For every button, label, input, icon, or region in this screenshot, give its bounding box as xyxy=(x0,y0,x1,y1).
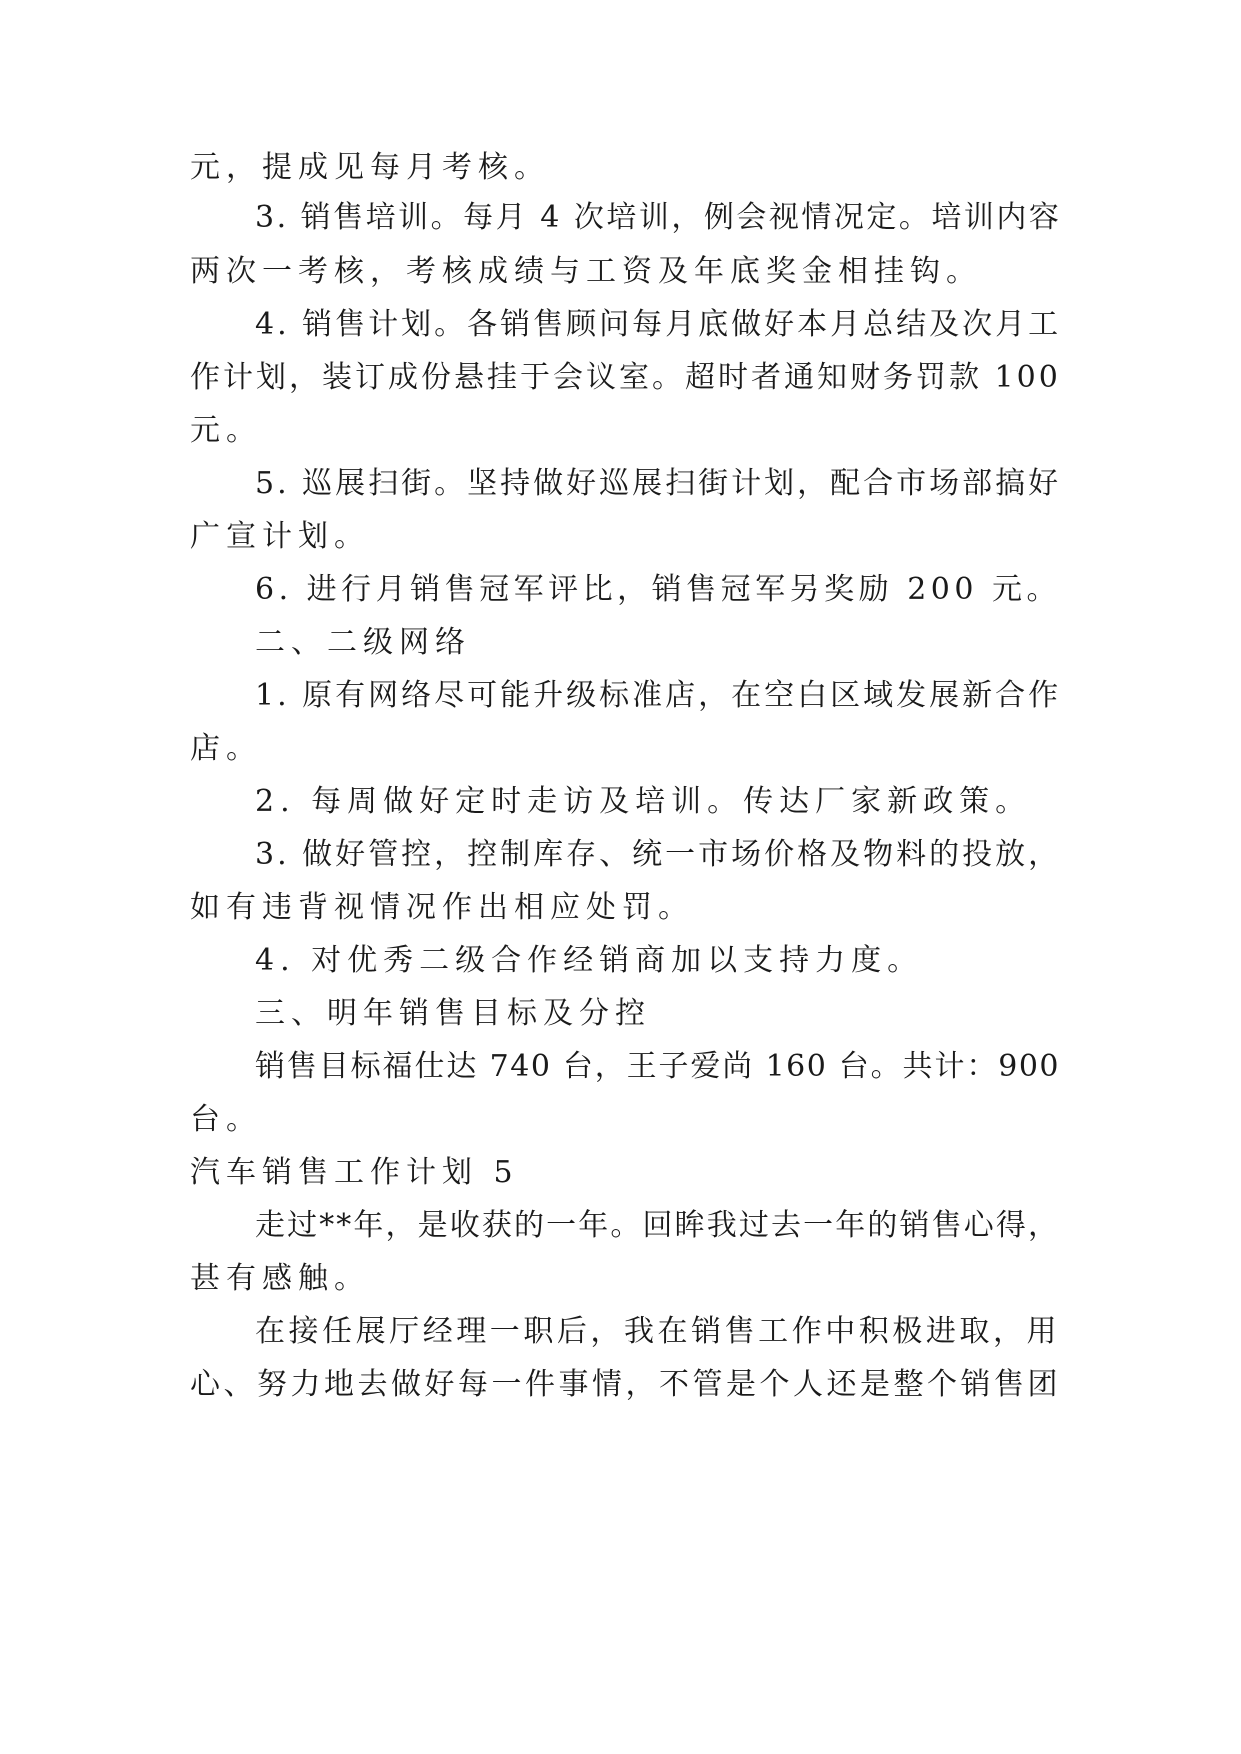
text-line: 甚有感触。 xyxy=(190,1261,370,1296)
text-line: 店。 xyxy=(190,731,262,766)
section-title: 汽车销售工作计划 5 xyxy=(190,1155,519,1190)
text-line: 广宣计划。 xyxy=(190,519,370,554)
text-line: 元，提成见每月考核。 xyxy=(190,150,550,185)
text-line: 3. 做好管控，控制库存、统一市场价格及物料的投放， xyxy=(255,837,1062,872)
section-heading: 三、明年销售目标及分控 xyxy=(255,996,651,1031)
text-line: 走过**年，是收获的一年。回眸我过去一年的销售心得， xyxy=(255,1208,1060,1243)
text-line: 台。 xyxy=(190,1102,262,1137)
text-line: 2. 每周做好定时走访及培训。传达厂家新政策。 xyxy=(255,784,1032,819)
text-line: 在接任展厅经理一职后，我在销售工作中积极进取，用 xyxy=(255,1314,1060,1349)
section-heading: 二、二级网络 xyxy=(255,625,471,660)
text-line: 5. 巡展扫街。坚持做好巡展扫街计划，配合市场部搞好 xyxy=(255,466,1062,501)
text-line: 4. 对优秀二级合作经销商加以支持力度。 xyxy=(255,943,924,978)
text-line: 4. 销售计划。各销售顾问每月底做好本月总结及次月工 xyxy=(255,307,1062,342)
text-line: 1. 原有网络尽可能升级标准店，在空白区域发展新合作 xyxy=(255,678,1062,713)
text-line: 销售目标福仕达 740 台，王子爱尚 160 台。共计：900 xyxy=(255,1049,1060,1084)
text-line: 3. 销售培训。每月 4 次培训，例会视情况定。培训内容 xyxy=(255,200,1062,235)
text-line: 两次一考核，考核成绩与工资及年底奖金相挂钩。 xyxy=(190,254,982,289)
text-line: 6. 进行月销售冠军评比，销售冠军另奖励 200 元。 xyxy=(255,572,1061,607)
text-line: 心、努力地去做好每一件事情，不管是个人还是整个销售团 xyxy=(190,1367,1061,1402)
text-line: 作计划，装订成份悬挂于会议室。超时者通知财务罚款 100 xyxy=(190,360,1061,395)
text-line: 如有违背视情况作出相应处罚。 xyxy=(190,890,694,925)
text-line: 元。 xyxy=(190,413,262,448)
